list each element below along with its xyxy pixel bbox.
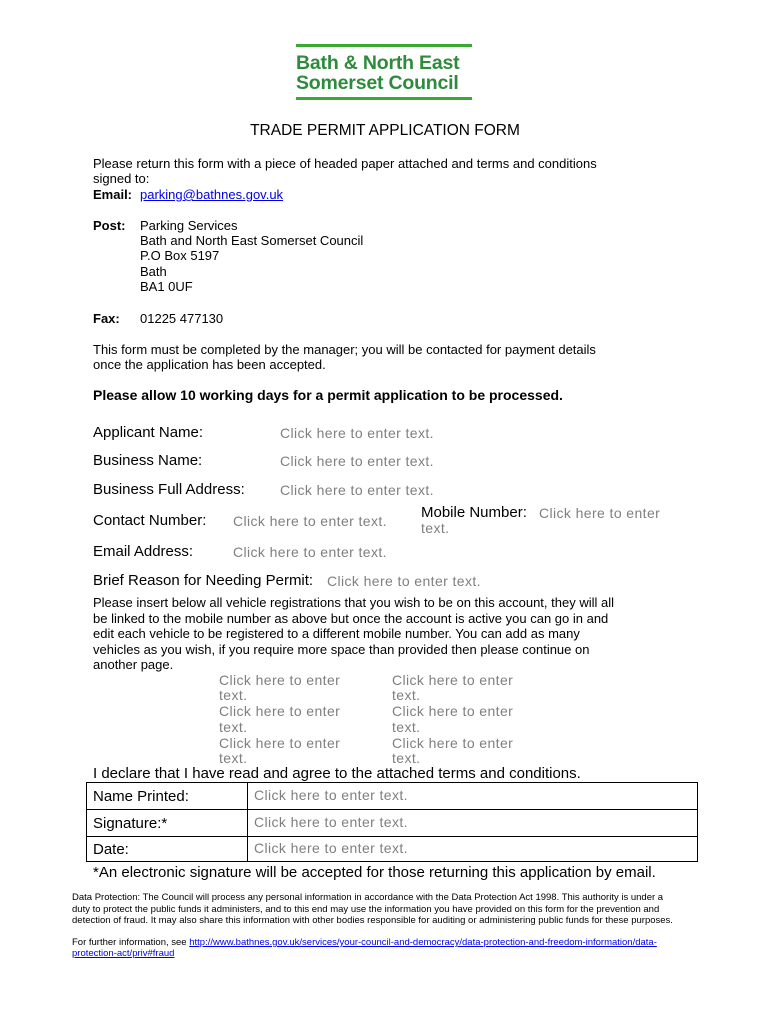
brief-reason-input[interactable]: Click here to enter text.: [327, 573, 481, 589]
vehicle-reg-5-wrap[interactable]: text.: [219, 750, 248, 766]
brief-reason-label: Brief Reason for Needing Permit:: [93, 572, 314, 589]
vehicle-reg-3[interactable]: Click here to enter: [219, 703, 341, 719]
data-protection-link[interactable]: http://www.bathnes.gov.uk/services/your-council-and-democracy/data-protection-and-freedom-information/data-: [189, 937, 657, 948]
signature-label: Signature:*: [87, 810, 248, 837]
esignature-note: *An electronic signature will be accepted for those returning this application by email.: [93, 864, 656, 881]
contact-number-input[interactable]: Click here to enter text.: [233, 513, 387, 529]
data-protection-line-1: Data Protection: The Council will process any personal information in accordance with the Data Protection Act 1998. This authority is under a: [72, 892, 664, 903]
signature-placeholder[interactable]: Click here to enter text.: [254, 814, 408, 830]
manager-note-line-2: once the application has been accepted.: [93, 357, 326, 372]
page-title: TRADE PERMIT APPLICATION FORM: [250, 122, 520, 139]
vehicles-note-line-4: vehicles as you wish, if you require more space than provided then please continue on: [93, 642, 590, 657]
post-line-5: BA1 0UF: [140, 279, 193, 294]
declaration: I declare that I have read and agree to the attached terms and conditions.: [93, 765, 581, 782]
vehicle-reg-4-wrap[interactable]: text.: [392, 719, 421, 735]
fax-value: 01225 477130: [140, 311, 224, 326]
data-protection-link-wrap[interactable]: protection-act/priv#fraud: [72, 948, 175, 959]
vehicle-reg-2-wrap[interactable]: text.: [392, 687, 421, 703]
vehicle-reg-4[interactable]: Click here to enter: [392, 703, 514, 719]
logo-line-2: Somerset Council: [296, 72, 459, 94]
fax-label: Fax:: [93, 311, 120, 326]
logo-line-1: Bath & North East: [296, 52, 460, 74]
vehicle-reg-2[interactable]: Click here to enter: [392, 672, 514, 688]
business-address-input[interactable]: Click here to enter text.: [280, 482, 434, 498]
post-line-3: P.O Box 5197: [140, 248, 220, 263]
table-row: [87, 783, 698, 810]
email-address-input[interactable]: Click here to enter text.: [233, 544, 387, 560]
contact-number-label: Contact Number:: [93, 512, 207, 529]
signature-table: [86, 782, 698, 862]
email-address-label: Email Address:: [93, 543, 194, 560]
vehicles-note-line-5: another page.: [93, 657, 174, 672]
vehicles-note-line-3: edit each vehicle to be registered to a different mobile number. You can add as many: [93, 626, 580, 641]
date-label: Date:: [87, 837, 248, 862]
table-row: [87, 810, 698, 837]
business-address-label: Business Full Address:: [93, 481, 245, 498]
data-protection-line-2: duty to protect the public funds it administers, and to this end may use the information you have provided on this form for the prevention and: [72, 904, 660, 915]
email-label: Email:: [93, 187, 133, 202]
mobile-number-label: Mobile Number:: [421, 504, 527, 521]
name-printed-placeholder[interactable]: Click here to enter text.: [254, 787, 408, 803]
vehicle-reg-3-wrap[interactable]: text.: [219, 719, 248, 735]
business-name-input[interactable]: Click here to enter text.: [280, 453, 434, 469]
vehicles-note-line-1: Please insert below all vehicle registrations that you wish to be on this account, they will all: [93, 595, 614, 610]
vehicle-reg-5[interactable]: Click here to enter: [219, 735, 341, 751]
signature-input[interactable]: [248, 810, 698, 837]
post-line-2: Bath and North East Somerset Council: [140, 233, 364, 248]
name-printed-input[interactable]: [248, 783, 698, 810]
intro-line-2: signed to:: [93, 171, 150, 186]
post-line-4: Bath: [140, 264, 167, 279]
processing-note: Please allow 10 working days for a permit application to be processed.: [93, 387, 563, 403]
vehicle-reg-6-wrap[interactable]: text.: [392, 750, 421, 766]
vehicles-note-line-2: be linked to the mobile number as above but once the account is active you can go in and: [93, 611, 609, 626]
business-name-label: Business Name:: [93, 452, 203, 469]
vehicle-reg-1-wrap[interactable]: text.: [219, 687, 248, 703]
vehicle-reg-6[interactable]: Click here to enter: [392, 735, 514, 751]
manager-note-line-1: This form must be completed by the manager; you will be contacted for payment details: [93, 342, 596, 357]
intro-line-1: Please return this form with a piece of headed paper attached and terms and conditions: [93, 156, 597, 171]
date-input[interactable]: [248, 837, 698, 862]
applicant-name-input[interactable]: Click here to enter text.: [280, 425, 434, 441]
logo-top-bar: [296, 44, 472, 47]
post-line-1: Parking Services: [140, 218, 238, 233]
mobile-number-input-wrap[interactable]: text.: [421, 520, 450, 536]
table-row: [87, 837, 698, 862]
logo-bottom-bar: [296, 97, 472, 100]
further-info-prefix: For further information, see: [72, 937, 190, 948]
applicant-name-label: Applicant Name:: [93, 424, 204, 441]
vehicle-reg-1[interactable]: Click here to enter: [219, 672, 341, 688]
post-label: Post:: [93, 218, 126, 233]
data-protection-line-3: detection of fraud. It may also share this information with other bodies responsible for auditing or administering public funds for these purposes.: [72, 915, 673, 926]
mobile-number-input[interactable]: Click here to enter: [539, 505, 661, 521]
date-placeholder[interactable]: Click here to enter text.: [254, 840, 408, 856]
name-printed-label: Name Printed:: [87, 783, 248, 810]
email-link[interactable]: parking@bathnes.gov.uk: [140, 187, 284, 202]
